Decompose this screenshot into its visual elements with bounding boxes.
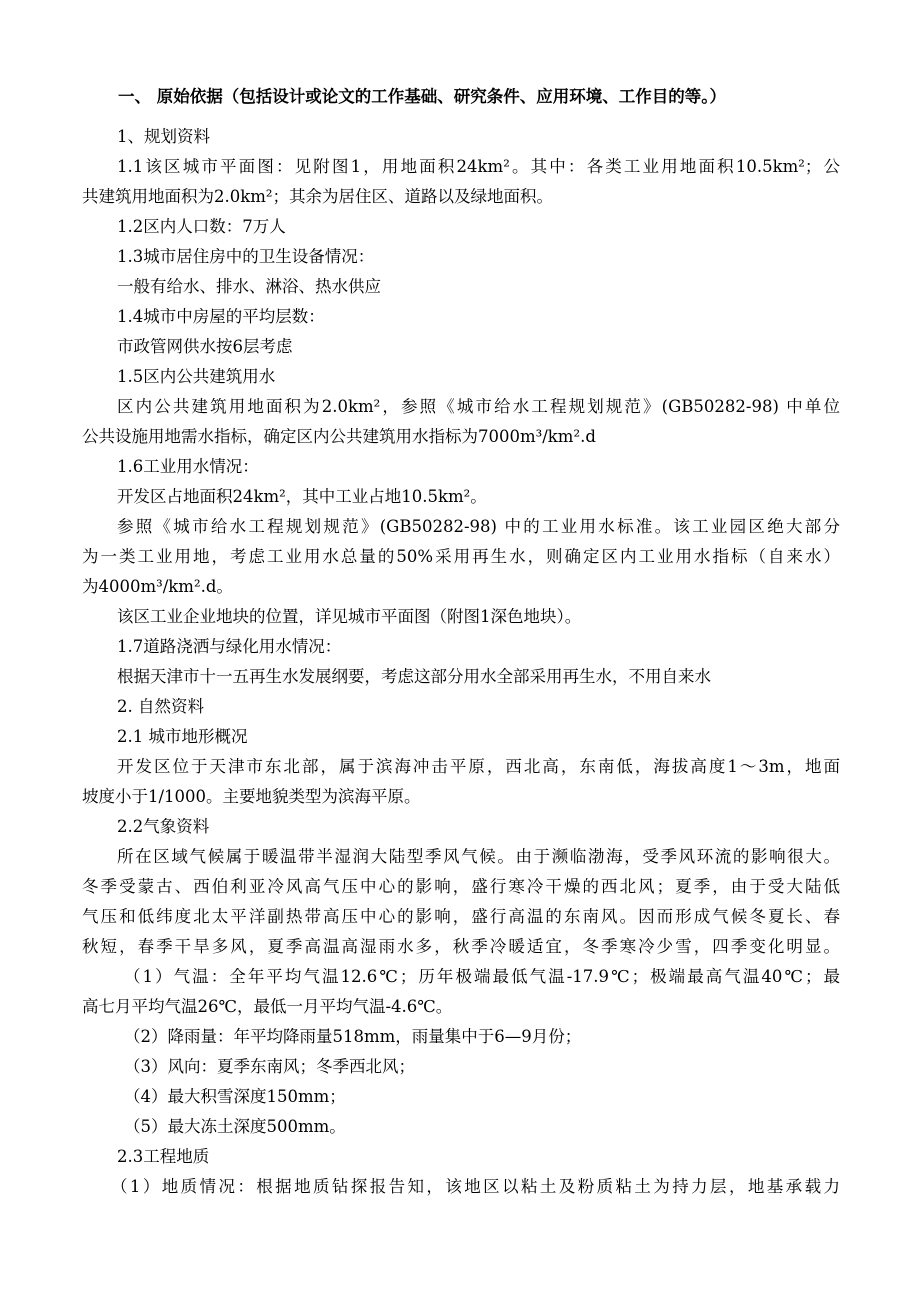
text-line: （2）降雨量：年平均降雨量518mm，雨量集中于6—9月份； [124,1027,582,1046]
text-line: （1）地质情况：根据地质钻探报告知，该地区以粘土及粉质粘土为持力层，地基承载力 [111,1177,840,1196]
text-line: 所在区域气候属于暖温带半湿润大陆型季风气候。由于濒临渤海，受季风环流的影响很大。 [117,847,840,866]
text-line: 共建筑用地面积为2.0km²；其余为居住区、道路以及绿地面积。 [82,187,553,206]
text-line: 2.1 城市地形概况 [117,727,248,746]
text-line: 该区工业企业地块的位置，详见城市平面图（附图1深色地块）。 [117,607,582,626]
text-line: 1.2区内人口数：7万人 [117,217,286,236]
text-line: 参照《城市给水工程规划规范》(GB50282-98) 中的工业用水标准。该工业园区绝大部分 [117,517,840,536]
text-line: 1.7道路浇洒与绿化用水情况： [117,637,342,656]
text-line: （1）气温：全年平均气温12.6℃；历年极端最低气温-17.9℃；极端最高气温40℃；最 [124,967,840,986]
text-line: 1.5区内公共建筑用水 [117,367,276,386]
text-line: （4）最大积雪深度150mm； [124,1087,346,1106]
text-line: 一般有给水、排水、淋浴、热水供应 [117,277,381,296]
text-line: （5）最大冻土深度500mm。 [124,1117,346,1136]
text-line: 2. 自然资料 [117,697,204,716]
text-line: 1.1该区城市平面图：见附图1，用地面积24km²。其中：各类工业用地面积10.5km²；公 [117,157,840,176]
document-body [82,122,840,1202]
text-line: （3）风向：夏季东南风；冬季西北风； [124,1057,415,1076]
text-line: 秋短，春季干旱多风，夏季高温高湿雨水多，秋季冷暖适宜，冬季寒冷少雪，四季变化明显。 [82,937,840,956]
text-line: 为4000m³/km².d。 [82,577,233,596]
text-line: 2.2气象资料 [117,817,210,836]
text-line: 冬季受蒙古、西伯利亚冷风高气压中心的影响，盛行寒冷干燥的西北风；夏季，由于受大陆低 [82,877,840,896]
text-line: 2.3工程地质 [117,1147,210,1166]
text-line: 开发区占地面积24km²，其中工业占地10.5km²。 [117,487,487,506]
text-line: 区内公共建筑用地面积为2.0km²，参照《城市给水工程规划规范》(GB50282-98) 中单位 [117,397,840,416]
text-line: 气压和低纬度北太平洋副热带高压中心的影响，盛行高温的东南风。因而形成气候冬夏长、春 [82,907,840,926]
text-line: 1、规划资料 [117,127,210,146]
text-line: 市政管网供水按6层考虑 [117,337,293,356]
text-line: 坡度小于1/1000。主要地貌类型为滨海平原。 [82,787,421,806]
text-line: 1.6工业用水情况： [117,457,259,476]
text-line: 公共设施用地需水指标，确定区内公共建筑用水指标为7000m³/km².d [82,427,596,446]
text-line: 根据天津市十一五再生水发展纲要，考虑这部分用水全部采用再生水，不用自来水 [117,667,711,686]
text-line: 高七月平均气温26℃，最低一月平均气温-4.6℃。 [82,997,453,1016]
text-line: 为一类工业用地，考虑工业用水总量的50%采用再生水，则确定区内工业用水指标（自来水） [82,547,840,566]
text-line: 1.3城市居住房中的卫生设备情况： [117,247,375,266]
section-heading: 一、 原始依据（包括设计或论文的工作基础、研究条件、应用环境、工作目的等。） [118,87,726,106]
text-line: 开发区位于天津市东北部，属于滨海冲击平原，西北高，东南低，海拔高度1～3m，地面 [117,757,840,776]
text-line: 1.4城市中房屋的平均层数： [117,307,325,326]
